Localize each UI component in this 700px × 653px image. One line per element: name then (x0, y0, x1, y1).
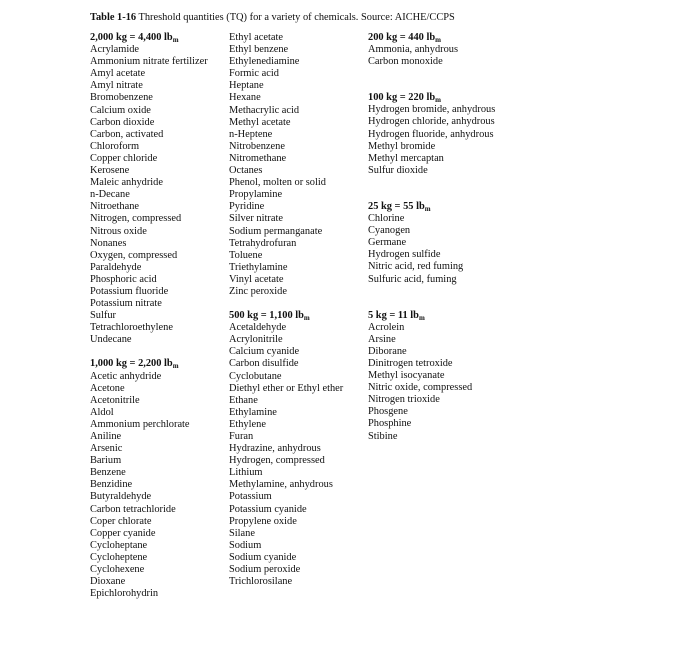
threshold-amount: 2,000 kg = 4,400 lb (90, 32, 173, 43)
chemical-item: Ethylene (229, 418, 266, 430)
chemical-item: Benzidine (90, 479, 133, 491)
chemical-item: Chloroform (90, 140, 140, 152)
table-label: Table 1-16 (90, 12, 137, 23)
chemical-item: Trichlorosilane (229, 576, 293, 588)
table-title: Threshold quantities (TQ) for a variety of chemicals. (138, 12, 359, 23)
unit-subscript: m (435, 96, 441, 105)
unit-subscript: m (172, 36, 179, 44)
chemical-item: Sodium permanganate (229, 225, 323, 237)
chemical-item: Tetrahydrofuran (229, 237, 297, 249)
chemical-item: n-Heptene (229, 128, 273, 140)
chemical-item: Dioxane (90, 576, 126, 588)
chemical-item: Carbon tetrachloride (90, 503, 176, 515)
chemical-item: Stibine (368, 430, 398, 442)
chemical-item: Pyridine (229, 201, 265, 213)
source-name: AICHE/CCPS (394, 12, 455, 23)
chemical-item: Tetrachloroethylene (90, 322, 173, 334)
chemical-item: Hydrogen sulfide (368, 249, 441, 261)
chemical-list (229, 32, 364, 298)
chemical-item: Ammonium nitrate fertilizer (90, 56, 208, 68)
table-caption (90, 12, 455, 24)
column-3 (368, 32, 503, 443)
chemical-item: Methyl isocyanate (368, 370, 445, 382)
chemical-item: Carbon disulfide (229, 358, 299, 370)
chemical-item: Cycloheptene (90, 551, 148, 563)
chemical-list (368, 322, 503, 443)
group-header (229, 310, 364, 322)
chemical-item: Acetaldehyde (229, 322, 287, 334)
chemical-item: Oxygen, compressed (90, 249, 178, 261)
chemical-item: Sulfur dioxide (368, 164, 428, 176)
chemical-item: Furan (229, 431, 254, 442)
chemical-item: Cyanogen (368, 225, 411, 237)
unit-subscript: m (424, 204, 431, 213)
chemical-item: Toluene (229, 249, 263, 261)
chemical-item: Methyl bromide (368, 140, 436, 152)
chemical-item: Nitrogen, compressed (90, 213, 182, 225)
threshold-amount: 1,000 kg = 2,200 lb (90, 358, 173, 370)
chemical-item: Potassium (229, 491, 272, 503)
chemical-item: Phosphoric acid (90, 273, 157, 285)
chemical-item: Carbon monoxide (368, 56, 443, 68)
group-header (368, 92, 503, 104)
chemical-item: Amyl acetate (90, 68, 146, 80)
chemical-item: Hydrogen bromide, anhydrous (368, 104, 496, 116)
chemical-list (368, 44, 503, 68)
chemical-item: Amyl nitrate (90, 80, 143, 92)
chemical-item: Ethyl acetate (229, 32, 283, 43)
chemical-item: Potassium nitrate (90, 298, 162, 310)
chemical-item: Paraldehyde (90, 261, 142, 273)
chemical-item: Nitric oxide, compressed (368, 382, 473, 394)
chemical-list (229, 322, 364, 588)
chemical-item: Phosgene (368, 406, 408, 418)
chemical-item: Germane (368, 237, 407, 249)
group-header (90, 32, 225, 44)
chemical-item: Silver nitrate (229, 213, 283, 225)
chemical-item: Coper chlorate (90, 515, 152, 527)
chemical-item: Zinc peroxide (229, 285, 287, 297)
chemical-item: Acrylamide (90, 44, 140, 56)
chemical-list (368, 213, 503, 286)
unit-subscript: m (418, 313, 425, 322)
chemical-item: Copper chloride (90, 152, 158, 164)
threshold-amount: 5 kg = 11 lb (368, 309, 419, 321)
chemical-item: Sodium (229, 539, 262, 551)
threshold-amount: 25 kg = 55 lb (368, 200, 425, 212)
chemical-item: Lithium (229, 467, 263, 479)
threshold-amount: 200 kg = 440 lb (368, 32, 436, 43)
chemical-item: Ethylenediamine (229, 56, 300, 68)
group-header (368, 201, 503, 213)
chemical-item: Copper cyanide (90, 527, 156, 539)
group-1000kg (90, 358, 225, 600)
chemical-item: Calcium cyanide (229, 346, 300, 358)
column-2 (229, 32, 364, 588)
chemical-list (368, 104, 503, 177)
chemical-list (90, 371, 225, 601)
group-5kg (368, 310, 503, 443)
chemical-item: Hydrogen chloride, anhydrous (368, 116, 495, 128)
chemical-item: Potassium cyanide (229, 503, 307, 515)
chemical-item: Acrylonitrile (229, 334, 283, 346)
chemical-item: Cyclobutane (229, 370, 282, 382)
group-500kg (229, 310, 364, 588)
chemical-item: Hydrazine, anhydrous (229, 443, 321, 455)
chemical-item: Nitrous oxide (90, 225, 147, 237)
chemical-item: Methacrylic acid (229, 104, 300, 116)
chemical-item: Undecane (90, 334, 132, 346)
chemical-item: Ammonium perchlorate (90, 418, 190, 430)
chemical-item: Aniline (90, 431, 122, 442)
chemical-item: Diborane (368, 345, 407, 357)
group-200kg (368, 32, 503, 68)
chemical-item: Nitrogen trioxide (368, 394, 440, 406)
group-header (368, 32, 503, 44)
chemical-item: Carbon dioxide (90, 116, 155, 128)
chemical-item: Phenol, molten or solid (229, 177, 326, 189)
chemical-item: Nonanes (90, 237, 127, 249)
chemical-item: Diethyl ether or Ethyl ether (229, 382, 344, 394)
chemical-item: Methyl acetate (229, 116, 291, 128)
chemical-item: Sulfur (90, 310, 116, 322)
chemical-item: Ethane (229, 394, 258, 406)
threshold-amount: 100 kg = 220 lb (368, 92, 436, 104)
chemical-item: Phosphine (368, 418, 412, 430)
unit-subscript: m (303, 314, 310, 323)
chemical-item: Triethylamine (229, 261, 288, 273)
chemical-item: Ethyl benzene (229, 44, 289, 56)
chemical-item: Propylene oxide (229, 515, 297, 527)
unit-subscript: m (435, 36, 441, 44)
chemical-item: Methylamine, anhydrous (229, 479, 333, 491)
chemical-item: Nitrobenzene (229, 140, 285, 152)
chemical-item: Hydrogen, compressed (229, 455, 325, 467)
source-label: Source: (360, 12, 393, 23)
chemical-item: Cyclohexene (90, 564, 145, 576)
chemical-item: Methyl mercaptan (368, 152, 444, 164)
chemical-item: n-Decane (90, 189, 130, 201)
chemical-item: Kerosene (90, 165, 130, 177)
chemical-item: Acetone (90, 382, 125, 394)
chemical-item: Arsenic (90, 443, 123, 455)
chemical-item: Maleic anhydride (90, 177, 163, 189)
chemical-item: Cycloheptane (90, 539, 148, 551)
chemical-item: Formic acid (229, 68, 279, 80)
chemical-item: Benzene (90, 467, 126, 479)
chemical-item: Bromobenzene (90, 92, 153, 104)
chemical-item: Sodium peroxide (229, 564, 301, 576)
chemical-item: Hydrogen fluoride, anhydrous (368, 128, 494, 140)
group-100kg (368, 92, 503, 177)
group-25kg (368, 201, 503, 286)
chemical-item: Heptane (229, 80, 264, 92)
group-2000kg-continued (229, 32, 364, 298)
chemical-item: Octanes (229, 165, 263, 177)
group-header (368, 310, 503, 322)
chemical-item: Nitromethane (229, 152, 287, 164)
chemical-list (90, 44, 225, 346)
unit-subscript: m (172, 362, 179, 371)
chemical-item: Dinitrogen tetroxide (368, 357, 453, 369)
chemical-item: Ethylamine (229, 406, 277, 418)
chemical-item: Acrolein (368, 321, 405, 333)
chemical-item: Aldol (90, 406, 114, 418)
chemical-item: Sodium cyanide (229, 551, 297, 563)
group-2000kg (90, 32, 225, 346)
chemical-item: Carbon, activated (90, 128, 164, 140)
chemical-item: Vinyl acetate (229, 273, 284, 285)
chemical-item: Acetic anhydride (90, 370, 162, 382)
chemical-item: Chlorine (368, 213, 405, 225)
chemical-item: Calcium oxide (90, 104, 151, 116)
chemical-item: Epichlorohydrin (90, 588, 159, 600)
chemical-item: Potassium fluoride (90, 285, 169, 297)
chemical-item: Hexane (229, 92, 261, 104)
chemical-item: Ammonia, anhydrous (368, 44, 459, 56)
chemical-item: Barium (90, 455, 122, 467)
chemical-item: Butyraldehyde (90, 491, 152, 503)
chemical-item: Sulfuric acid, fuming (368, 273, 457, 285)
chemical-item: Nitric acid, red fuming (368, 261, 464, 273)
threshold-amount: 500 kg = 1,100 lb (229, 310, 304, 322)
chemical-item: Nitroethane (90, 201, 140, 213)
group-header (90, 358, 225, 370)
chemical-item: Silane (229, 527, 255, 539)
chemical-item: Propylamine (229, 189, 283, 201)
chemical-item: Arsine (368, 333, 396, 345)
chemical-item: Acetonitrile (90, 394, 140, 406)
column-1 (90, 32, 225, 600)
